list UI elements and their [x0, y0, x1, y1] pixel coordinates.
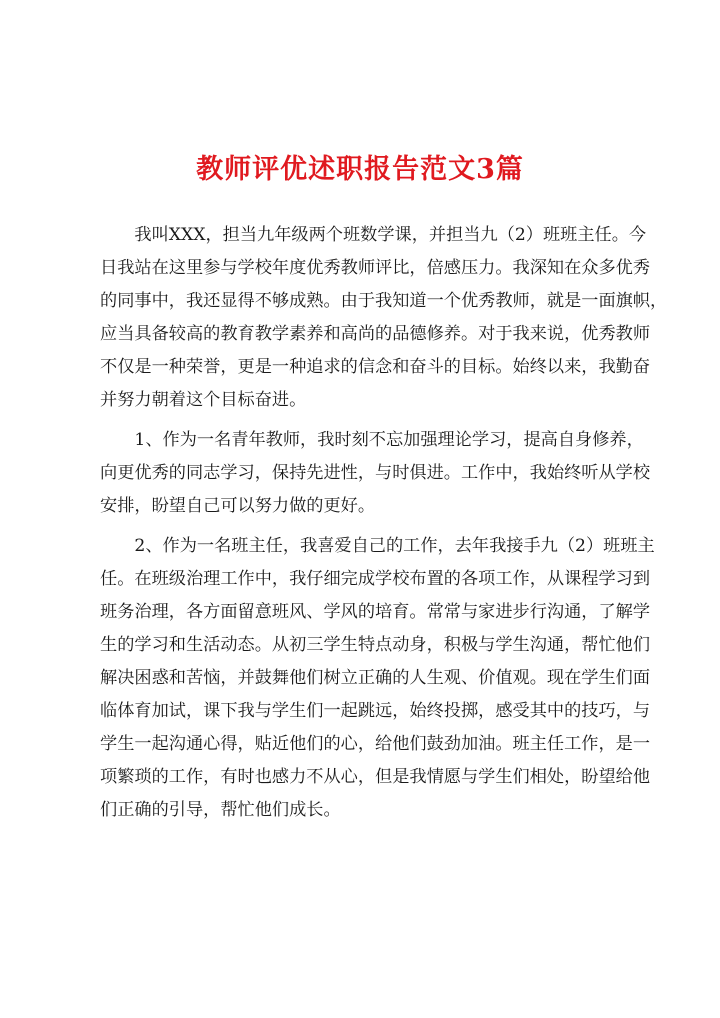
paragraph-line: 向更优秀的同志学习，保持先进性，与时俱进。工作中，我始终听从学校 [100, 463, 651, 483]
paragraph-line: 我叫XXX，担当九年级两个班数学课，并担当九（2）班班主任。今 [134, 225, 647, 245]
paragraph-line: 项繁琐的工作，有时也感力不从心，但是我情愿与学生们相处，盼望给他 [100, 767, 651, 787]
paragraph-intro [100, 219, 668, 417]
paragraph-line: 解决困惑和苦恼，并鼓舞他们树立正确的人生观、价值观。现在学生们面 [100, 668, 651, 688]
paragraph-line: 并努力朝着这个目标奋进。 [100, 390, 307, 410]
paragraph-line: 们正确的引导，帮忙他们成长。 [100, 800, 341, 820]
paragraph-line: 1、作为一名青年教师，我时刻不忘加强理论学习，提高自身修养， [134, 430, 644, 450]
paragraph-line: 2、作为一名班主任，我喜爱自己的工作，去年我接手九（2）班班主 [134, 536, 655, 556]
paragraph-line: 不仅是一种荣誉，更是一种追求的信念和奋斗的目标。始终以来，我勤奋 [100, 357, 651, 377]
paragraph-line: 任。在班级治理工作中，我仔细完成学校布置的各项工作，从课程学习到 [100, 569, 651, 589]
paragraph-line: 应当具备较高的教育教学素养和高尚的品德修养。对于我来说，优秀教师 [100, 324, 651, 344]
paragraph-line: 安排，盼望自己可以努力做的更好。 [100, 496, 376, 516]
paragraph-line: 生的学习和生活动态。从初三学生特点动身，积极与学生沟通，帮忙他们 [100, 635, 651, 655]
paragraph-line: 学生一起沟通心得，贴近他们的心，给他们鼓劲加油。班主任工作，是一 [100, 734, 651, 754]
paragraph-line: 日我站在这里参与学校年度优秀教师评比，倍感压力。我深知在众多优秀 [100, 258, 651, 278]
paragraph-line: 的同事中，我还显得不够成熟。由于我知道一个优秀教师，就是一面旗帜， [100, 291, 668, 311]
paragraph-point-2 [100, 530, 655, 827]
document-title: 教师评优述职报告范文3篇 [196, 154, 524, 185]
paragraph-point-1 [100, 424, 651, 523]
paragraph-line: 班务治理，各方面留意班风、学风的培育。常常与家进步行沟通，了解学 [100, 602, 651, 622]
paragraph-line: 临体育加试，课下我与学生们一起跳远，始终投掷，感受其中的技巧，与 [100, 701, 651, 721]
document-body [100, 219, 668, 834]
